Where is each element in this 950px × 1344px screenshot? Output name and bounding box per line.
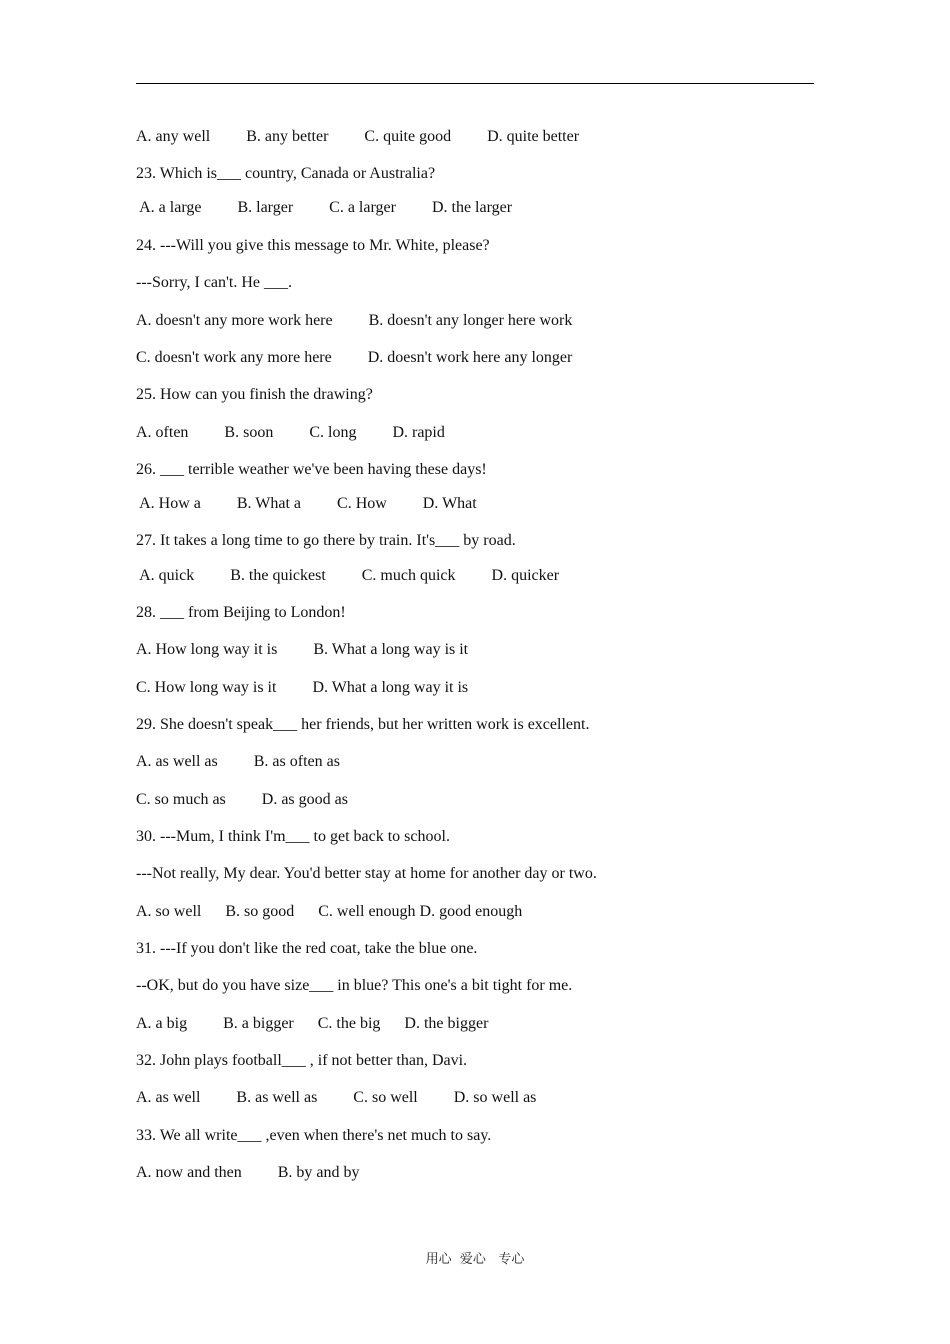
question-line: A. now and then B. by and by <box>136 1164 360 1181</box>
question-line: 24. ---Will you give this message to Mr. White, please? <box>136 237 490 254</box>
question-line: A. so well B. so good C. well enough D. good enough <box>136 903 523 920</box>
question-line: A. doesn't any more work here B. doesn't any longer here work <box>136 312 573 329</box>
question-line: A. a large B. larger C. a larger D. the larger <box>136 199 513 216</box>
question-line: ---Sorry, I can't. He ___. <box>136 274 293 291</box>
question-line: C. so much as D. as good as <box>136 791 348 808</box>
question-line: 29. She doesn't speak___ her friends, but her written work is excellent. <box>136 716 590 733</box>
question-line: C. doesn't work any more here D. doesn't work here any longer <box>136 349 573 366</box>
question-line: 33. We all write___ ,even when there's net much to say. <box>136 1127 492 1144</box>
question-line: A. quick B. the quickest C. much quick D. quicker <box>136 567 560 584</box>
header-rule <box>136 83 814 84</box>
question-line: A. as well B. as well as C. so well D. so well as <box>136 1089 537 1106</box>
question-line: 27. It takes a long time to go there by train. It's___ by road. <box>136 532 516 549</box>
question-line: A. a big B. a bigger C. the big D. the bigger <box>136 1015 489 1032</box>
question-line: A. any well B. any better C. quite good D. quite better <box>136 128 580 145</box>
question-line: 30. ---Mum, I think I'm___ to get back to school. <box>136 828 450 845</box>
question-line: 25. How can you finish the drawing? <box>136 386 373 403</box>
question-line: 28. ___ from Beijing to London! <box>136 604 346 621</box>
question-line: 32. John plays football___ , if not better than, Davi. <box>136 1052 468 1069</box>
question-line: 23. Which is___ country, Canada or Australia? <box>136 165 436 182</box>
question-line: 26. ___ terrible weather we've been having these days! <box>136 461 487 478</box>
question-line: ---Not really, My dear. You'd better stay at home for another day or two. <box>136 865 597 882</box>
question-line: A. as well as B. as often as <box>136 753 340 770</box>
question-line: C. How long way is it D. What a long way it is <box>136 679 469 696</box>
question-line: --OK, but do you have size___ in blue? This one's a bit tight for me. <box>136 977 573 994</box>
question-line: A. often B. soon C. long D. rapid <box>136 424 445 441</box>
question-line: 31. ---If you don't like the red coat, take the blue one. <box>136 940 478 957</box>
question-line: A. How a B. What a C. How D. What <box>136 495 477 512</box>
page-footer: 用心 爱心 专心 <box>425 1252 525 1267</box>
question-line: A. How long way it is B. What a long way is it <box>136 641 469 658</box>
